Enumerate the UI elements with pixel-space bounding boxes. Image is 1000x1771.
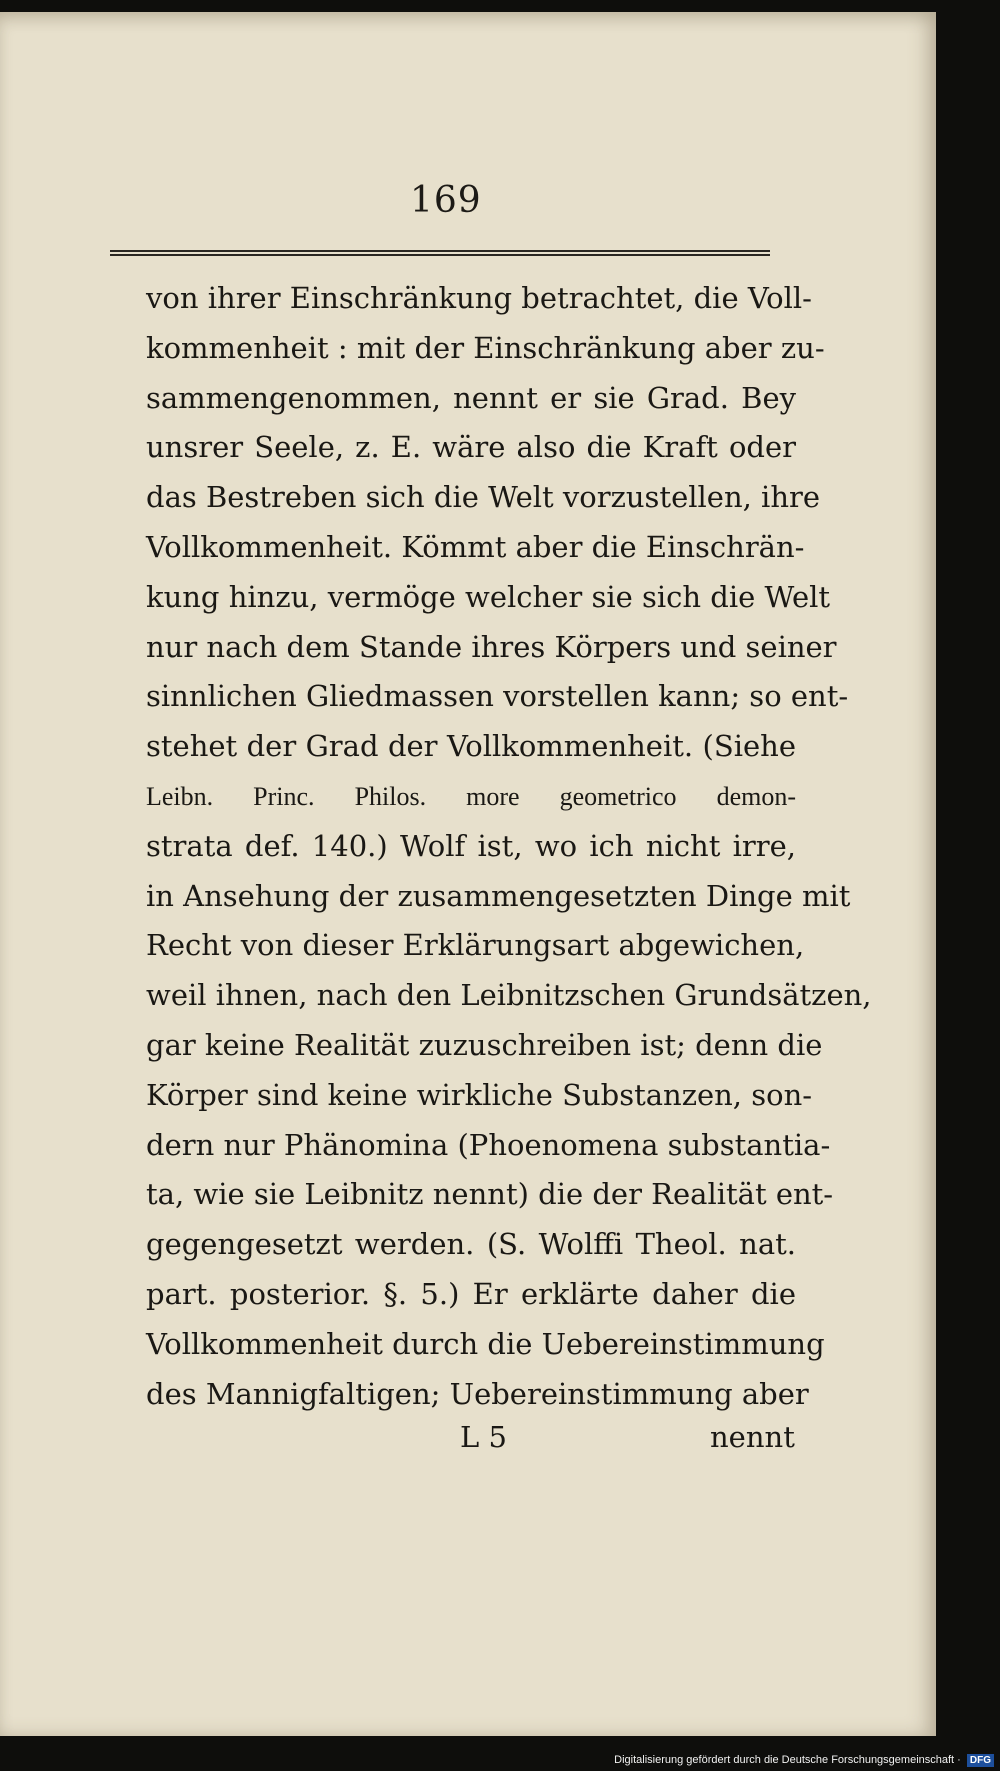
attribution-text: Digitalisierung gefördert durch die Deutsche Forschungsgemeinschaft [614, 1754, 955, 1766]
text-line: kung hinzu, vermöge welcher sie sich die Welt [146, 579, 831, 614]
dfg-attribution: Digitalisierung gefördert durch die Deutsche Forschungsgemeinschaft · DFG [614, 1754, 994, 1767]
body-text [146, 274, 872, 1419]
text-line: Leibn. Princ. Philos. more geometrico demon- [146, 781, 796, 811]
text-line: gegengesetzt werden. (S. Wolffi Theol. nat. [146, 1227, 796, 1262]
text-line: das Bestreben sich die Welt vorzustellen, ihre [146, 480, 821, 515]
text-line: sammengenommen, nennt er sie Grad. Bey [146, 380, 796, 415]
catchword: nennt [710, 1420, 795, 1454]
text-line: weil ihnen, nach den Leibnitzschen Grundsätzen, [146, 978, 872, 1013]
text-line: dern nur Phänomina (Phoenomena substantia- [146, 1127, 831, 1162]
text-line: kommenheit : mit der Einschränkung aber zu- [146, 330, 825, 365]
text-line: von ihrer Einschränkung betrachtet, die Voll- [146, 281, 812, 315]
text-line: des Mannigfaltigen; Uebereinstimmung aber [146, 1376, 809, 1411]
text-line: unsrer Seele, z. E. wäre also die Kraft oder [146, 430, 796, 465]
text-line: Vollkommenheit. Kömmt aber die Einschrän- [146, 529, 805, 564]
text-line: Körper sind keine wirkliche Substanzen, son- [146, 1077, 813, 1112]
signature-mark: L 5 [460, 1420, 507, 1454]
text-line: Vollkommenheit durch die Uebereinstimmung [146, 1326, 825, 1361]
text-line: Recht von dieser Erklärungsart abgewichen, [146, 928, 805, 963]
text-line: ta, wie sie Leibnitz nennt) die der Realität ent- [146, 1177, 834, 1212]
book-page [0, 12, 936, 1736]
text-line: stehet der Grad der Vollkommenheit. (Siehe [146, 729, 796, 764]
page-number: 169 [410, 180, 482, 221]
text-line: part. posterior. §. 5.) Er erklärte daher die [146, 1276, 796, 1311]
text-line: sinnlichen Gliedmassen vorstellen kann; so ent- [146, 679, 849, 714]
text-line: gar keine Realität zuzuschreiben ist; denn die [146, 1027, 823, 1062]
text-line: in Ansehung der zusammengesetzten Dinge mit [146, 878, 851, 913]
text-line: strata def. 140.) Wolf ist, wo ich nicht irre, [146, 828, 796, 863]
text-line: nur nach dem Stande ihres Körpers und seiner [146, 629, 837, 664]
dfg-logo-icon: DFG [967, 1754, 994, 1767]
header-rule [110, 250, 770, 256]
